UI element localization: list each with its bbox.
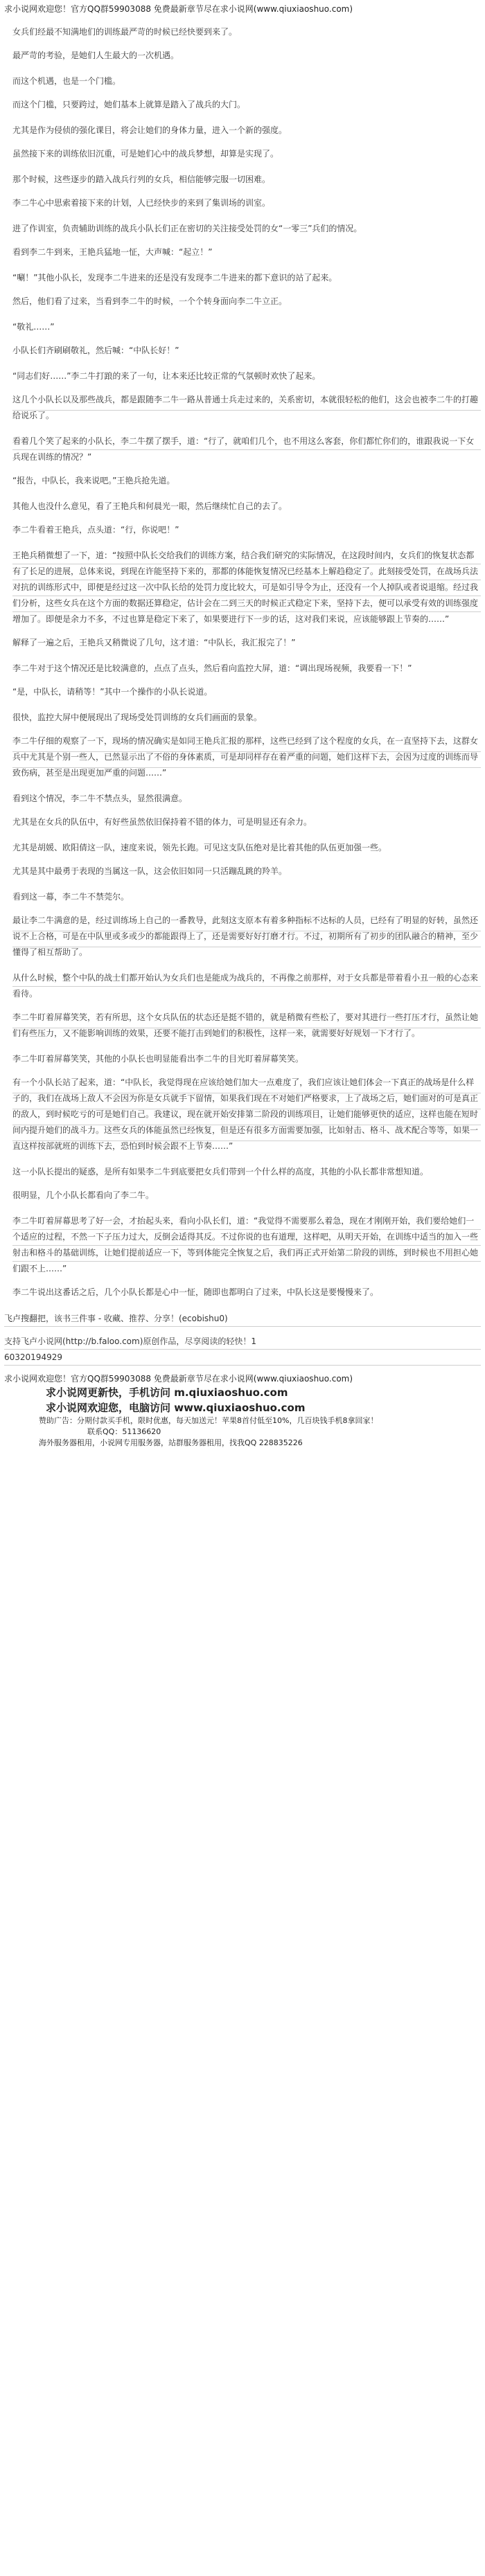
signature-line-3: 60320194929 [4, 1350, 481, 1366]
article-paragraph: “是，中队长，请稍等！”其中一个操作的小队长说道。 [4, 680, 481, 704]
article-paragraph: 然后，他们看了过来，当看到李二牛的时候，一个个转身面向李二牛立正。 [4, 289, 481, 313]
article-paragraph: 李二牛仔细的观察了一下，现场的情况确实是如同王艳兵汇报的那样，这些已经到了这个程度的女兵，在一直坚持下去，这群女兵中尤其是个别一些人，已然显示出了不俗的身体素质，可是却同样存在着严重的问题，她们这样下去，会因为过度的训练而导致伤病，甚至是出现更加严重的问题……” [4, 729, 481, 785]
article-paragraph: 从什么时候，整个中队的战士们都开始认为女兵们也是能成为战兵的，不再像之前那样，对于女兵都是带着看小丑一般的心态来看待。 [4, 964, 481, 1005]
article-paragraph: 王艳兵稍微想了一下，道：“按照中队长交给我们的训练方案，结合我们研究的实际情况，在这段时间内，女兵们的恢复状态都有了长足的进展，总体来说，到现在许能坚持下来的，那都的体能恢复情况已经基本上解趋稳定了。此刻接受处罚，在战场兵法对抗的训练形式中，即便是经过这一次中队长给的处罚力度比较大，可是如引导令为止，还没有一个人掉队或者说退缩。经过我们分析，这些女兵在这个方面的数据还算稳定，估计会在二到三天的时候正式稳定下来，坚持下去，便可以承受有效的训练强度增加了。即便是余力不多，不过也算是稳定下来了，如果要进行下一步的话，这对我们来说，应该能够跟上节奏的……” [4, 542, 481, 631]
article-paragraph: 解释了一遍之后，王艳兵又稍微说了几句，这才道：“中队长，我汇报完了！” [4, 631, 481, 654]
article-paragraph: 虽然接下来的训练依旧沉重，可是她们心中的战兵梦想，却算是实现了。 [4, 142, 481, 166]
article-paragraph: “唰！”其他小队长，发现李二牛进来的还是没有发现李二牛进来的都下意识的站了起来。 [4, 264, 481, 289]
author-signature [4, 1311, 481, 1366]
site-footer [4, 1372, 481, 1449]
article-paragraph: 而这个门槛，只要跨过，她们基本上就算是踏入了战兵的大门。 [4, 93, 481, 116]
article-paragraph: 尤其是胡媛、欧阳倩这一队，速度来说，领先长跑。可见这支队伍绝对是比着其他的队伍更加强一些。 [4, 834, 481, 859]
article-paragraph: 进了作训室，负责辅助训练的战兵小队长们正在密切的关注接受处罚的女“一零三”兵们的情况。 [4, 215, 481, 240]
article-paragraph: 尤其是其中最勇于表现的当属这一队，这会依旧如同一只活蹦乱跳的羚羊。 [4, 859, 481, 883]
article-paragraph: 看到这个情况，李二牛不禁点头，显然很满意。 [4, 785, 481, 810]
article-paragraph: 最让李二牛满意的是，经过训练场上自己的一番教导，此刻这支原本有着多种指标不达标的人员，已经有了明显的好转，虽然还说不上合格，可是在中队里或多或少的都能跟得上了，还是需要好好打磨才行。不过，初期所有了初步的团队融合的精神，至少懂得了相互帮助了。 [4, 909, 481, 964]
article-paragraph: 李二牛盯着屏幕思考了好一会，才抬起头来，看向小队长们，道：“我觉得不需要那么着急，现在才刚刚开始，我们要给她们一个适应的过程，不然一下子压力过大，反倒会适得其反。不过你说的也有道理，这样吧，从明天开始，在训练中适当的加入一些射击和格斗的基础训练，让她们提前适应一下，等到体能完全恢复之后，我们再正式开始第二阶段的训练，到时候也不用担心她们跟不上……” [4, 1207, 481, 1280]
article-body [4, 18, 481, 1304]
site-header-notice: 求小说网欢迎您！官方QQ群59903088 免费最新章节尽在求小说网(www.qiuxiaoshuo.com) [4, 4, 353, 14]
article-paragraph: 李二牛心中思索着接下来的计划，人已经快步的来到了集训场的训室。 [4, 191, 481, 215]
article-paragraph: 李二牛看着王艳兵，点头道：“行，你说吧！” [4, 518, 481, 542]
article-paragraph: 尤其是在女兵的队伍中，有好些虽然依旧保持着不错的体力，可是明显还有余力。 [4, 810, 481, 834]
article-paragraph: 看着几个笑了起来的小队长，李二牛摆了摆手，道：“行了，就咱们几个，也不用这么客套，你们都忙你们的，谁跟我说一下女兵现在训练的情况？” [4, 427, 481, 469]
footer-hosting-ad: 海外服务器租用，小说网专用服务器，站群服务器租用，找我QQ 228835226 [39, 1438, 303, 1447]
article-paragraph: 这一小队长提出的疑惑，是所有如果李二牛到底要把女兵们带到一个什么样的高度，其他的小队长都非常想知道。 [4, 1158, 481, 1183]
footer-desktop-link[interactable]: 求小说网欢迎您，电脑访问 www.qiuxiaoshuo.com [46, 1402, 306, 1414]
article-paragraph: 李二牛对于这个情况还是比较满意的，点点了点头，然后看向监控大屏，道：“调出现场视频，我要看一下！” [4, 654, 481, 680]
article-paragraph: 看到这一幕，李二牛不禁莞尔。 [4, 883, 481, 909]
article-paragraph: 女兵们经最不知满地们的训练最严苛的时候已经快要到来了。 [4, 18, 481, 44]
article-paragraph: 小队长们齐刷刷敬礼，然后喊：“中队长好！” [4, 339, 481, 362]
article-paragraph: 那个时候，这些逐步的踏入战兵行列的女兵，相信能够完服一切困难。 [4, 166, 481, 191]
article-paragraph: “同志们好……”李二牛打踉的来了一句，让本来还比较正常的气氛顿时欢快了起来。 [4, 362, 481, 388]
article-paragraph: 李二牛盯着屏幕笑笑，若有所思，这个女兵队伍的状态还是挺不错的，就是稍微有些松了，要对其进行一些打压才行，虽然让她们有些压力，又不能影响训练的效果，还要不能打击到她们的积极性，这样一来，就需要好好规划一下才行了。 [4, 1005, 481, 1045]
article-paragraph: 而这个机遇，也是一个门槛。 [4, 67, 481, 93]
signature-line-1: 飞卢搜翻把，该书三件事 - 收藏、推荐、分享！(ecobishu0) [4, 1311, 481, 1327]
article-paragraph: “敬礼……” [4, 313, 481, 339]
article-paragraph: 看到李二牛到来，王艳兵猛地一怔，大声喊：“起立！” [4, 240, 481, 264]
article-paragraph: 有一个小队长站了起来，道：“中队长，我觉得现在应该给她们加大一点难度了，我们应该让她们体会一下真正的战场是什么样子的，我们在战场上敌人不会因为你是女兵就手下留情，如果我们现在不对她们严格要求，上了战场之后，她们面对的可是真正的敌人，到时候吃亏的可是她们自己。我建议，现在就开始安排第二阶段的训练项目，让她们能够更快的适应，这样也能在短时间内提升她们的战斗力。这些女兵的体能虽然已经恢复，但是还有很多方面需要加强，比如射击、格斗、战术配合等等，如果一直这样按部就班的训练下去，恐怕到时候会跟不上节奏……” [4, 1071, 481, 1158]
article-paragraph: 其他人也没什么意见，看了王艳兵和何晨光一眼，然后继续忙自己的去了。 [4, 492, 481, 518]
article-paragraph: 很明显，几个小队长都看向了李二牛。 [4, 1183, 481, 1207]
article-paragraph: 很快，监控大屏中便展现出了现场受处罚训练的女兵们画面的景象。 [4, 704, 481, 729]
article-paragraph: 尤其是作为侵侦的强化课目，将会让她们的身体力量，进入一个新的强度。 [4, 116, 481, 142]
article-paragraph: 这几个小队长以及那些战兵，都是跟随李二牛一路从普通士兵走过来的，关系密切，本就很轻松的他们，这会也被李二牛的打趣给说乐了。 [4, 388, 481, 427]
article-paragraph: “报告，中队长，我来说吧。”王艳兵抢先道。 [4, 469, 481, 492]
article-paragraph: 李二牛盯着屏幕笑笑，其他的小队长也明显能看出李二牛的目光盯着屏幕笑笑。 [4, 1045, 481, 1071]
footer-mobile-link[interactable]: 求小说网更新快，手机访问 m.qiuxiaoshuo.com [46, 1386, 288, 1399]
footer-notice: 求小说网欢迎您！官方QQ群59903088 免费最新章节尽在求小说网(www.qiuxiaoshuo.com) [4, 1374, 353, 1384]
footer-contact-qq: 联系QQ：51136620 [87, 1427, 161, 1436]
article-paragraph: 李二牛说出这番话之后，几个小队长都是心中一怔，随即也都明白了过来，中队长这是要慢慢来了。 [4, 1280, 481, 1304]
signature-line-2: 支持飞卢小说网(http://b.faloo.com)原创作品，尽享阅读的轻快！1 [4, 1334, 481, 1350]
article-paragraph: 最严苛的考验，是她们人生最大的一次机遇。 [4, 44, 481, 67]
footer-ad-text: 赞助广告：分期付款买手机，限时优惠，每天加送元！苹果8首付低至10%，几百块钱手机8拿回家！ [39, 1416, 378, 1425]
